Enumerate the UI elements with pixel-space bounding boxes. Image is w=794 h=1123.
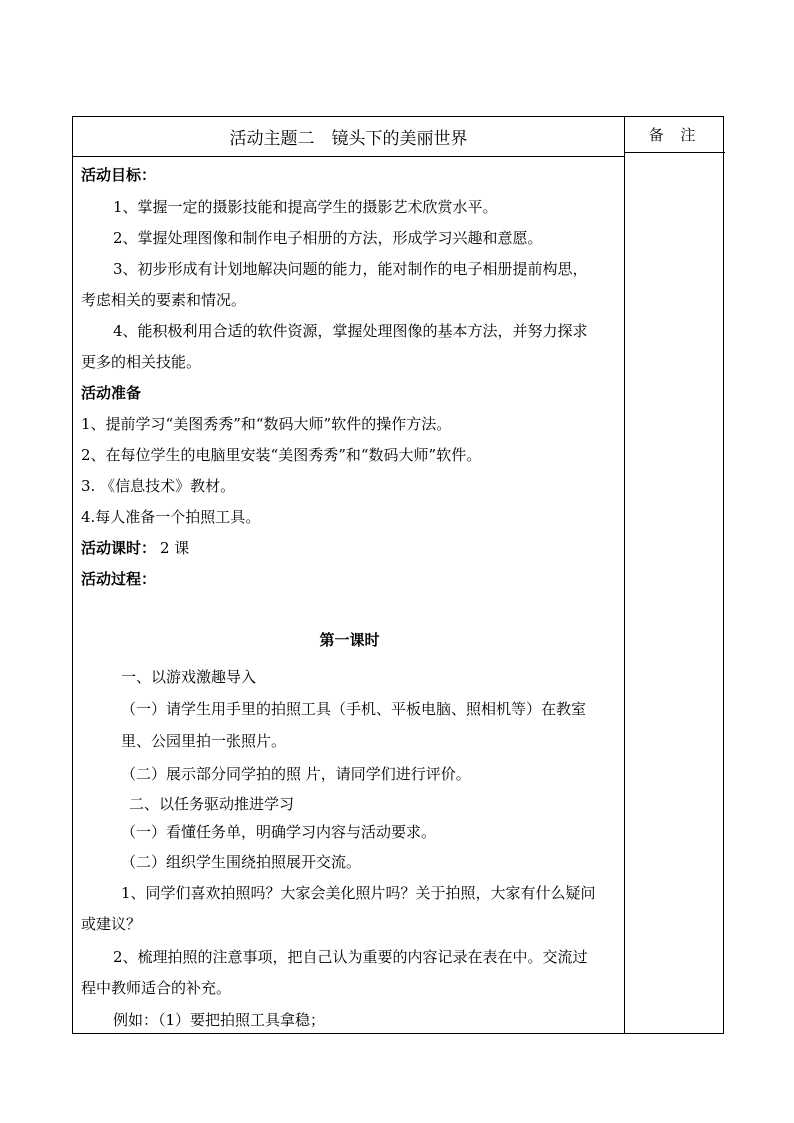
goal-item: 4、能积极利用合适的软件资源，掌握处理图像的基本方法，并努力探求 [113,322,588,340]
process-step: 一、以游戏激趣导入 [121,668,257,686]
example-item: 例如：（1）要把拍照工具拿稳； [113,1011,326,1029]
lesson-period-heading: 第一课时 [319,631,380,649]
process-substep-continued: 里、公园里拍一张照片。 [121,732,287,750]
preparation-item: 4.每人准备一个拍照工具。 [81,508,261,526]
title-row-divider [73,156,624,157]
process-step: 二、以任务驱动推进学习 [129,795,295,813]
process-substep: （一）请学生用手里的拍照工具（手机、平板电脑、照相机等）在教室 [121,700,587,718]
preparation-item: 1、提前学习“美图秀秀”和“数码大师”软件的操作方法。 [81,415,452,433]
goal-item-continued: 更多的相关技能。 [81,353,202,371]
process-item: 1、同学们喜欢拍照吗？大家会美化照片吗？关于拍照，大家有什么疑问 [121,884,596,902]
activity-title: 活动主题二 镜头下的美丽世界 [229,129,468,149]
preparation-item: 2、在每位学生的电脑里安装“美图秀秀”和“数码大师”软件。 [81,446,482,464]
goal-item: 1、掌握一定的摄影技能和提高学生的摄影艺术欣赏水平。 [113,198,498,216]
process-substep: （二）展示部分同学拍的照 片，请同学们进行评价。 [121,765,471,783]
lesson-table [72,116,724,1034]
goal-item-continued: 考虑相关的要素和情况。 [81,291,247,309]
section-heading-process: 活动过程： [81,570,157,588]
process-substep: （二）组织学生围绕拍照展开交流。 [121,853,362,871]
process-item-continued: 程中教师适合的补充。 [81,979,232,997]
process-item: 2、梳理拍照的注意事项，把自己认为重要的内容记录在表在中。交流过 [113,948,588,966]
note-header-divider [624,152,725,153]
section-heading-preparation: 活动准备 [81,384,142,402]
section-heading-goals: 活动目标： [81,166,157,184]
preparation-item: 3. 《信息技术》教材。 [81,477,236,495]
goal-item: 2、掌握处理图像和制作电子相册的方法，形成学习兴趣和意愿。 [113,229,543,247]
goal-item: 3、初步形成有计划地解决问题的能力，能对制作的电子相册提前构思， [113,260,588,278]
column-divider [624,117,625,1033]
hours-value: 2 课 [160,539,190,557]
notes-column-header: 备 注 [648,126,702,144]
process-item-continued: 或建议？ [81,915,142,933]
section-heading-hours: 活动课时： [81,539,157,557]
process-substep: （一）看懂任务单，明确学习内容与活动要求。 [121,823,437,841]
